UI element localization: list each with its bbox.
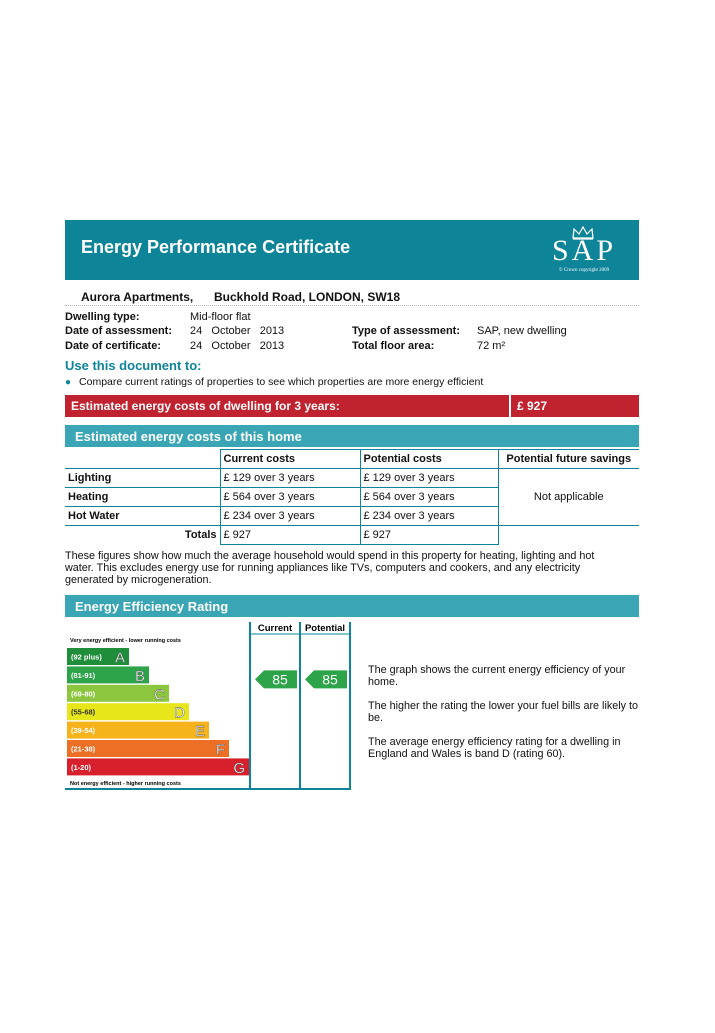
row-label: Hot Water xyxy=(65,507,220,526)
estimated-3yr-value: £ 927 xyxy=(517,399,548,413)
address-line2: Buckhold Road, LONDON, SW18 xyxy=(214,290,401,304)
band-e xyxy=(67,722,209,741)
band-d xyxy=(67,703,189,722)
row-potential: £ 564 over 3 years xyxy=(360,488,498,507)
potential-rating xyxy=(305,670,347,688)
bottom-note: Not energy efficient - higher running costs xyxy=(70,781,181,787)
band-letter-e: E xyxy=(194,723,205,741)
efficiency-chart xyxy=(65,622,355,792)
floor-area-label: Total floor area: xyxy=(352,340,435,352)
table-row xyxy=(65,469,639,488)
efficiency-heading: Energy Efficiency Rating xyxy=(65,595,639,617)
band-range-e: (39-54) xyxy=(71,726,96,736)
dwelling-type-value: Mid-floor flat xyxy=(190,311,251,323)
band-letter-d: D xyxy=(174,704,185,722)
side-text-1: The graph shows the current energy efficiency of your home. xyxy=(368,664,626,688)
band-letter-f: F xyxy=(215,741,225,759)
date-certificate-value: 24 October 2013 xyxy=(190,340,285,352)
header-empty xyxy=(65,450,220,469)
band-b xyxy=(67,666,149,685)
floor-area-value: 72 m² xyxy=(477,340,506,352)
totals-row xyxy=(65,526,639,545)
band-a xyxy=(67,648,129,667)
header-potential: Potential costs xyxy=(360,450,498,469)
band-letter-a: A xyxy=(114,649,125,667)
bullet-icon: ● xyxy=(65,377,72,388)
totals-current: £ 927 xyxy=(220,526,360,545)
current-rating-value: 85 xyxy=(272,671,288,688)
band-range-b: (81-91) xyxy=(71,670,96,680)
band-f xyxy=(67,740,229,759)
band-c xyxy=(67,685,169,704)
band-range-a: (92 plus) xyxy=(71,652,102,662)
page-title: Energy Performance Certificate xyxy=(81,237,351,257)
header-banner xyxy=(65,220,639,280)
address-line1: Aurora Apartments, xyxy=(81,290,194,304)
type-assessment-value: SAP, new dwelling xyxy=(477,325,567,337)
logo-copyright: © Crown copyright 2009 xyxy=(558,268,610,273)
current-rating xyxy=(255,670,297,688)
bar-separator xyxy=(509,395,511,417)
estimated-3yr-bar xyxy=(65,395,639,417)
figures-note: These figures show how much the average household would spend in this property for heating, lighting and hot water. This excludes energy use for running appliances like TVs, computers and cookers, and any electricity generated by microgeneration. xyxy=(65,550,595,586)
band-range-d: (55-68) xyxy=(71,707,96,717)
row-label: Lighting xyxy=(65,469,220,488)
totals-label: Totals xyxy=(65,526,220,545)
band-range-c: (69-80) xyxy=(71,689,96,699)
efficiency-explanation xyxy=(368,664,640,772)
crown-icon xyxy=(571,226,595,240)
row-label: Heating xyxy=(65,488,220,507)
row-current: £ 234 over 3 years xyxy=(220,507,360,526)
costs-table xyxy=(65,449,639,545)
band-range-f: (21-38) xyxy=(71,744,96,754)
use-bullet: ● Compare current ratings of properties to see which properties are more energy efficient xyxy=(65,376,484,388)
logo-text: SAP xyxy=(551,234,617,267)
costs-header-row xyxy=(65,450,639,469)
savings-cell: Not applicable xyxy=(498,469,639,526)
costs-section-heading: Estimated energy costs of this home xyxy=(65,425,639,447)
date-assessment-value: 24 October 2013 xyxy=(190,325,285,337)
band-bar-g xyxy=(67,758,249,775)
estimated-3yr-label: Estimated energy costs of dwelling for 3 years: xyxy=(71,399,340,413)
header-current: Current costs xyxy=(220,450,360,469)
totals-potential: £ 927 xyxy=(360,526,498,545)
col-potential-label: Potential xyxy=(304,623,346,634)
side-text-3: The average energy efficiency rating for a dwelling in England and Wales is band D (rating 60). xyxy=(368,736,621,760)
band-letter-c: C xyxy=(154,686,165,704)
band-g xyxy=(67,758,249,777)
row-current: £ 564 over 3 years xyxy=(220,488,360,507)
potential-rating-value: 85 xyxy=(322,671,338,688)
date-assessment-label: Date of assessment: xyxy=(65,325,172,337)
epc-document xyxy=(65,220,639,787)
sap-logo xyxy=(545,228,623,273)
header-savings: Potential future savings xyxy=(498,450,639,469)
row-potential: £ 129 over 3 years xyxy=(360,469,498,488)
row-current: £ 129 over 3 years xyxy=(220,469,360,488)
divider xyxy=(65,305,639,306)
band-letter-g: G xyxy=(233,759,245,777)
band-letter-b: B xyxy=(134,667,145,685)
dwelling-type-label: Dwelling type: xyxy=(65,311,140,323)
totals-empty xyxy=(498,526,639,545)
type-assessment-label: Type of assessment: xyxy=(352,325,461,337)
row-potential: £ 234 over 3 years xyxy=(360,507,498,526)
col-current-label: Current xyxy=(257,623,293,634)
top-note: Very energy efficient - lower running costs xyxy=(70,638,181,644)
side-text-2: The higher the rating the lower your fuel bills are likely to be. xyxy=(368,700,639,724)
date-certificate-label: Date of certificate: xyxy=(65,340,161,352)
use-document-heading: Use this document to: xyxy=(65,358,202,373)
property-address xyxy=(81,290,400,304)
band-range-g: (1-20) xyxy=(71,762,92,772)
